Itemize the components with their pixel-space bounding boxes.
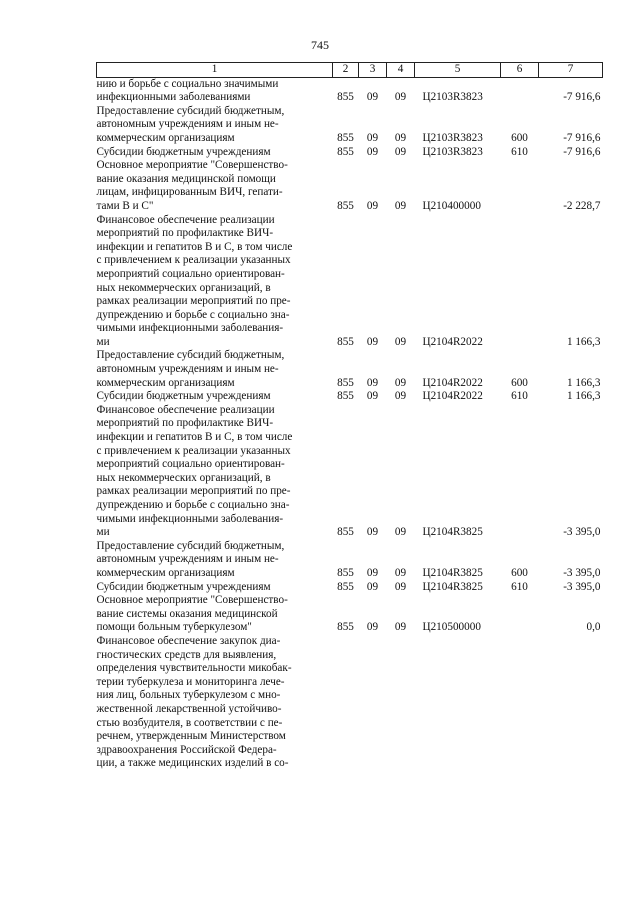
description-line: помощи больным туберкулезом" [96, 621, 252, 634]
subsection-code: 09 [394, 131, 407, 144]
target-article-code: Ц2104R3825 [422, 526, 483, 539]
description-line: чимыми инфекционными заболевания- [96, 322, 284, 335]
description-line: Предоставление субсидий бюджетным, [96, 349, 285, 362]
description-line: определения чувствительности микобак- [96, 662, 292, 675]
description-line: коммерческим организациям [96, 131, 235, 144]
header-row [97, 63, 603, 78]
row-description [97, 159, 333, 213]
subsection-code: 09 [394, 145, 407, 158]
amount: 0,0 [586, 621, 601, 634]
section-code: 09 [366, 199, 379, 212]
amount: -3 395,0 [563, 566, 601, 579]
chapter-code: 855 [337, 145, 354, 158]
target-article-code: Ц2103R3823 [422, 145, 483, 158]
chapter-code [333, 635, 359, 771]
target-article-code: Ц2103R3823 [422, 91, 483, 104]
description-line: стью возбудителя, в соответствии с пе- [96, 716, 283, 729]
header-cell-1: 1 [97, 63, 333, 78]
description-line: жественной лекарственной устойчиво- [96, 702, 282, 715]
description-line: рамках реализации мероприятий по пре- [96, 485, 291, 498]
description-line: ции, а также медицинских изделий в со- [96, 757, 289, 770]
chapter-code: 855 [337, 199, 354, 212]
description-line: ния лиц, больных туберкулезом с мно- [96, 689, 281, 702]
expense-type-code: 610 [511, 390, 528, 403]
expense-type-code [501, 635, 539, 771]
description-line: Предоставление субсидий бюджетным, [96, 539, 285, 552]
description-line: рамках реализации мероприятий по пре- [96, 295, 291, 308]
expense-type-code: 600 [511, 376, 528, 389]
description-line: коммерческим организациям [96, 566, 235, 579]
budget-table [96, 62, 603, 771]
description-line: Предоставление субсидий бюджетным, [96, 104, 285, 117]
section-code: 09 [366, 526, 379, 539]
expense-type-code [501, 404, 539, 540]
row-description [97, 594, 333, 635]
table-row [97, 349, 603, 390]
section-code: 09 [366, 580, 379, 593]
chapter-code: 855 [337, 390, 354, 403]
description-line: автономным учреждениям и иным не- [96, 553, 279, 566]
chapter-code: 855 [337, 621, 354, 634]
description-line: нию и борьбе с социально значимыми [96, 77, 279, 90]
subsection-code: 09 [394, 376, 407, 389]
amount: -2 228,7 [563, 199, 601, 212]
row-description [97, 349, 333, 390]
subsection-code: 09 [394, 199, 407, 212]
amount: 1 166,3 [566, 390, 601, 403]
subsection-code: 09 [394, 526, 407, 539]
table-body [97, 77, 603, 771]
expense-type-code: 600 [511, 566, 528, 579]
expense-type-code [501, 594, 539, 635]
amount: 1 166,3 [566, 335, 601, 348]
target-article-code: Ц2104R3825 [422, 566, 483, 579]
amount: -3 395,0 [563, 580, 601, 593]
page-number: 745 [311, 38, 329, 52]
table-row [97, 404, 603, 540]
expense-type-code: 600 [511, 131, 528, 144]
subsection-code: 09 [394, 621, 407, 634]
subsection-code [387, 635, 415, 771]
table-row [97, 390, 603, 404]
description-line: мероприятий социально ориентирован- [96, 458, 285, 471]
description-line: дупреждению и борьбе с социально зна- [96, 308, 290, 321]
description-line: вание оказания медицинской помощи [96, 172, 276, 185]
description-line: с привлечением к реализации указанных [96, 444, 291, 457]
section-code: 09 [366, 621, 379, 634]
row-description [97, 540, 333, 581]
description-line: ми [96, 526, 110, 539]
header-cell-2: 2 [333, 63, 359, 78]
target-article-code: Ц2103R3823 [422, 131, 483, 144]
description-line: дупреждению и борьбе с социально зна- [96, 499, 290, 511]
table-row [97, 581, 603, 595]
description-line: ми [96, 335, 110, 348]
amount: -7 916,6 [563, 91, 601, 104]
description-line: чимыми инфекционными заболевания- [96, 512, 284, 525]
chapter-code: 855 [337, 335, 354, 348]
amount: -7 916,6 [563, 131, 601, 144]
header-cell-3: 3 [359, 63, 387, 78]
subsection-code: 09 [394, 566, 407, 579]
description-line: автономным учреждениям и иным не- [96, 363, 279, 376]
description-line: мероприятий по профилактике ВИЧ- [96, 417, 274, 430]
description-line: Финансовое обеспечение реализации [96, 213, 275, 226]
section-code: 09 [366, 376, 379, 389]
description-line: терии туберкулеза и мониторинга лече- [96, 675, 285, 688]
description-line: тами В и С" [96, 199, 154, 212]
table-row [97, 540, 603, 581]
description-line: Субсидии бюджетным учреждениям [96, 580, 271, 593]
section-code: 09 [366, 335, 379, 348]
chapter-code: 855 [337, 376, 354, 389]
target-article-code: Ц2104R2022 [422, 335, 483, 348]
chapter-code: 855 [337, 566, 354, 579]
row-description [97, 635, 333, 771]
table-row [97, 214, 603, 350]
description-line: лицам, инфицированным ВИЧ, гепати- [96, 186, 283, 199]
expense-type-code [501, 77, 539, 105]
table-row [97, 105, 603, 146]
amount [539, 635, 603, 771]
expense-type-code [501, 214, 539, 350]
section-code: 09 [366, 390, 379, 403]
table-row [97, 159, 603, 213]
target-article-code [415, 635, 501, 771]
row-description [97, 581, 333, 595]
section-code: 09 [366, 145, 379, 158]
description-line: ных некоммерческих организаций, в [96, 471, 271, 484]
section-code: 09 [366, 131, 379, 144]
amount: -3 395,0 [563, 526, 601, 539]
table-row [97, 594, 603, 635]
target-article-code: Ц2104R2022 [422, 376, 483, 389]
description-line: Субсидии бюджетным учреждениям [96, 390, 271, 403]
table-row [97, 146, 603, 160]
row-description [97, 77, 333, 105]
section-code [359, 635, 387, 771]
description-line: речнем, утвержденным Министерством [96, 730, 286, 743]
chapter-code: 855 [337, 131, 354, 144]
description-line: Финансовое обеспечение реализации [96, 403, 275, 416]
expense-type-code: 610 [511, 145, 528, 158]
amount: 1 166,3 [566, 376, 601, 389]
table-row [97, 635, 603, 771]
subsection-code: 09 [394, 335, 407, 348]
amount: -7 916,6 [563, 145, 601, 158]
target-article-code: Ц2104R2022 [422, 390, 483, 403]
description-line: Финансовое обеспечение закупок диа- [96, 634, 281, 647]
description-line: с привлечением к реализации указанных [96, 254, 291, 267]
description-line: инфекционными заболеваниями [96, 91, 251, 104]
description-line: здравоохранения Российской Федера- [96, 743, 277, 756]
header-cell-6: 6 [501, 63, 539, 78]
subsection-code: 09 [394, 91, 407, 104]
row-description [97, 146, 333, 160]
row-description [97, 105, 333, 146]
target-article-code: Ц210400000 [422, 199, 481, 212]
description-line: Субсидии бюджетным учреждениям [96, 145, 271, 158]
table-row [97, 77, 603, 105]
description-line: мероприятий по профилактике ВИЧ- [96, 227, 274, 240]
section-code: 09 [366, 566, 379, 579]
description-line: автономным учреждениям и иным не- [96, 118, 279, 131]
header-cell-4: 4 [387, 63, 415, 78]
description-line: Основное мероприятие "Совершенство- [96, 594, 288, 607]
chapter-code: 855 [337, 526, 354, 539]
section-code: 09 [366, 91, 379, 104]
row-description [97, 404, 333, 540]
chapter-code: 855 [337, 91, 354, 104]
subsection-code: 09 [394, 580, 407, 593]
expense-type-code [501, 159, 539, 213]
description-line: инфекции и гепатитов В и С, в том числе [96, 431, 293, 444]
row-description [97, 214, 333, 350]
header-cell-7: 7 [539, 63, 603, 78]
target-article-code: Ц210500000 [422, 621, 481, 634]
row-description [97, 390, 333, 404]
target-article-code: Ц2104R3825 [422, 580, 483, 593]
description-line: гностических средств для выявления, [96, 648, 277, 661]
description-line: вание системы оказания медицинской [96, 607, 278, 620]
subsection-code: 09 [394, 390, 407, 403]
description-line: мероприятий социально ориентирован- [96, 267, 285, 280]
description-line: инфекции и гепатитов В и С, в том числе [96, 240, 293, 253]
header-cell-5: 5 [415, 63, 501, 78]
description-line: коммерческим организациям [96, 376, 235, 389]
expense-type-code: 610 [511, 580, 528, 593]
chapter-code: 855 [337, 580, 354, 593]
description-line: ных некоммерческих организаций, в [96, 281, 271, 294]
description-line: Основное мероприятие "Совершенство- [96, 159, 288, 172]
